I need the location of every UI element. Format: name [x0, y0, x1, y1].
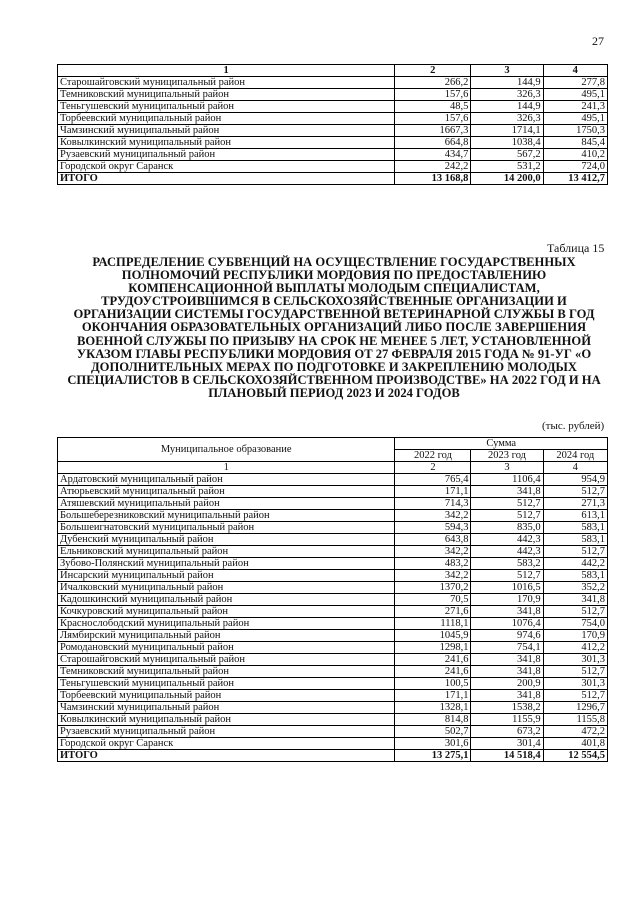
table-15	[57, 437, 608, 762]
value-2024-cell: 845,4	[543, 137, 607, 149]
value-2022-cell: 13 168,8	[395, 173, 471, 185]
municipality-cell: Большеберезниковский муниципальный район	[58, 510, 395, 522]
municipality-cell: Городской округ Саранск	[58, 738, 395, 750]
value-2022-cell: 242,2	[395, 161, 471, 173]
value-2024-cell: 170,9	[543, 630, 607, 642]
value-2022-cell: 266,2	[395, 77, 471, 89]
header-year-2024: 2024 год	[543, 450, 607, 462]
value-2022-cell: 594,3	[395, 522, 471, 534]
value-2023-cell: 512,7	[471, 570, 543, 582]
table-row	[58, 474, 608, 486]
value-2022-cell: 271,6	[395, 606, 471, 618]
table-label: Таблица 15	[547, 241, 605, 255]
value-2024-cell: 512,7	[543, 666, 607, 678]
value-2024-cell: 341,8	[543, 594, 607, 606]
value-2022-cell: 434,7	[395, 149, 471, 161]
column-number-cell: 4	[543, 462, 607, 474]
value-2022-cell: 241,6	[395, 654, 471, 666]
header-sum: Сумма	[395, 438, 608, 450]
municipality-cell: Рузаевский муниципальный район	[58, 726, 395, 738]
value-2022-cell: 1667,3	[395, 125, 471, 137]
value-2023-cell: 341,8	[471, 654, 543, 666]
value-2022-cell: 1118,1	[395, 618, 471, 630]
table-row	[58, 690, 608, 702]
value-2023-cell: 442,3	[471, 534, 543, 546]
value-2024-cell: 301,3	[543, 654, 607, 666]
value-2022-cell: 765,4	[395, 474, 471, 486]
value-2024-cell: 954,9	[543, 474, 607, 486]
municipality-cell: Ковылкинский муниципальный район	[58, 137, 395, 149]
value-2023-cell: 531,2	[471, 161, 543, 173]
table-row	[58, 161, 608, 173]
value-2023-cell: 1076,4	[471, 618, 543, 630]
table-row	[58, 630, 608, 642]
value-2024-cell: 352,2	[543, 582, 607, 594]
column-number-cell: 1	[58, 65, 395, 77]
value-2023-cell: 301,4	[471, 738, 543, 750]
municipality-cell: Чамзинский муниципальный район	[58, 702, 395, 714]
value-2023-cell: 1538,2	[471, 702, 543, 714]
table-row	[58, 582, 608, 594]
table-row	[58, 642, 608, 654]
municipality-cell: Ковылкинский муниципальный район	[58, 714, 395, 726]
municipality-cell: Ельниковский муниципальный район	[58, 546, 395, 558]
column-number-cell: 2	[395, 462, 471, 474]
municipality-cell: ИТОГО	[58, 750, 395, 762]
municipality-cell: ИТОГО	[58, 173, 395, 185]
municipality-cell: Старошайговский муниципальный район	[58, 654, 395, 666]
table-row	[58, 594, 608, 606]
value-2023-cell: 144,9	[471, 101, 543, 113]
column-number-cell: 4	[543, 65, 607, 77]
value-2024-cell: 1750,3	[543, 125, 607, 137]
value-2022-cell: 1298,1	[395, 642, 471, 654]
column-numbering-row	[58, 65, 608, 77]
municipality-cell: Теньгушевский муниципальный район	[58, 101, 395, 113]
table-row	[58, 738, 608, 750]
table-row	[58, 510, 608, 522]
value-2024-cell: 301,3	[543, 678, 607, 690]
value-2023-cell: 170,9	[471, 594, 543, 606]
municipality-cell: Краснослободский муниципальный район	[58, 618, 395, 630]
value-2024-cell: 724,0	[543, 161, 607, 173]
header-year-2023: 2023 год	[471, 450, 543, 462]
table-row	[58, 77, 608, 89]
value-2022-cell: 483,2	[395, 558, 471, 570]
value-2024-cell: 410,2	[543, 149, 607, 161]
value-2023-cell: 974,6	[471, 630, 543, 642]
table-row	[58, 522, 608, 534]
value-2022-cell: 342,2	[395, 510, 471, 522]
value-2023-cell: 1016,5	[471, 582, 543, 594]
value-2023-cell: 1155,9	[471, 714, 543, 726]
municipality-cell: Зубово-Полянский муниципальный район	[58, 558, 395, 570]
municipality-cell: Темниковский муниципальный район	[58, 666, 395, 678]
value-2023-cell: 341,8	[471, 666, 543, 678]
municipality-cell: Кадошкинский муниципальный район	[58, 594, 395, 606]
value-2023-cell: 1714,1	[471, 125, 543, 137]
municipality-cell: Старошайговский муниципальный район	[58, 77, 395, 89]
municipality-cell: Теньгушевский муниципальный район	[58, 678, 395, 690]
table-continued	[57, 64, 608, 185]
column-number-cell: 3	[471, 65, 543, 77]
value-2023-cell: 200,9	[471, 678, 543, 690]
header-municipality: Муниципальное образование	[58, 438, 395, 462]
municipality-cell: Ардатовский муниципальный район	[58, 474, 395, 486]
value-2024-cell: 472,2	[543, 726, 607, 738]
table-row	[58, 666, 608, 678]
table-row	[58, 125, 608, 137]
municipality-cell: Инсарский муниципальный район	[58, 570, 395, 582]
value-2024-cell: 512,7	[543, 546, 607, 558]
municipality-cell: Рузаевский муниципальный район	[58, 149, 395, 161]
value-2023-cell: 835,0	[471, 522, 543, 534]
value-2022-cell: 171,1	[395, 486, 471, 498]
value-2022-cell: 241,6	[395, 666, 471, 678]
value-2023-cell: 14 518,4	[471, 750, 543, 762]
value-2022-cell: 664,8	[395, 137, 471, 149]
value-2024-cell: 495,1	[543, 89, 607, 101]
value-2022-cell: 1328,1	[395, 702, 471, 714]
value-2023-cell: 567,2	[471, 149, 543, 161]
table-row	[58, 89, 608, 101]
value-2022-cell: 100,5	[395, 678, 471, 690]
table-row	[58, 726, 608, 738]
table-row	[58, 714, 608, 726]
municipality-cell: Торбеевский муниципальный район	[58, 113, 395, 125]
table-row	[58, 558, 608, 570]
value-2023-cell: 754,1	[471, 642, 543, 654]
column-number-cell: 1	[58, 462, 395, 474]
value-2023-cell: 341,8	[471, 690, 543, 702]
value-2023-cell: 512,7	[471, 498, 543, 510]
value-2023-cell: 326,3	[471, 113, 543, 125]
value-2023-cell: 341,8	[471, 486, 543, 498]
value-2024-cell: 512,7	[543, 486, 607, 498]
table-row	[58, 654, 608, 666]
value-2024-cell: 277,8	[543, 77, 607, 89]
value-2022-cell: 814,8	[395, 714, 471, 726]
value-2022-cell: 171,1	[395, 690, 471, 702]
table-row	[58, 113, 608, 125]
municipality-cell: Темниковский муниципальный район	[58, 89, 395, 101]
value-2024-cell: 583,1	[543, 522, 607, 534]
municipality-cell: Атюрьевский муниципальный район	[58, 486, 395, 498]
value-2022-cell: 70,5	[395, 594, 471, 606]
document-title: РАСПРЕДЕЛЕНИЕ СУБВЕНЦИЙ НА ОСУЩЕСТВЛЕНИЕ ГОСУДАРСТВЕННЫХ ПОЛНОМОЧИЙ РЕСПУБЛИКИ МОРДОВИЯ ПО ПРЕДОСТАВЛЕНИЮ КОМПЕНСАЦИОННОЙ ВЫПЛАТЫ МОЛОДЫМ СПЕЦИАЛИСТАМ, ТРУДОУСТРОИВШИМСЯ В СЕЛЬСКОХОЗЯЙСТВЕННЫЕ ОРГАНИЗАЦИИ И ОРГАНИЗАЦИИ СИСТЕМЫ ГОСУДАРСТВЕННОЙ ВЕТЕРИНАРНОЙ СЛУЖБЫ В ГОД ОКОНЧАНИЯ ОБРАЗОВАТЕЛЬНЫХ ОРГАНИЗАЦИЙ ЛИБО ПОСЛЕ ЗАВЕРШЕНИЯ ВОЕННОЙ СЛУЖБЫ ПО ПРИЗЫВУ НА СРОК НЕ МЕНЕЕ 5 ЛЕТ, УСТАНОВЛЕННОЙ УКАЗОМ ГЛАВЫ РЕСПУБЛИКИ МОРДОВИЯ ОТ 27 ФЕВРАЛЯ 2015 ГОДА № 91-УГ «О ДОПОЛНИТЕЛЬНЫХ МЕРАХ ПО ПОДГОТОВКЕ И ЗАКРЕПЛЕНИЮ МОЛОДЫХ СПЕЦИАЛИСТОВ В СЕЛЬСКОХОЗЯЙСТВЕННОМ ПРОИЗВОДСТВЕ» НА 2022 ГОД И НА ПЛАНОВЫЙ ПЕРИОД 2023 И 2024 ГОДОВ	[67, 255, 601, 400]
value-2024-cell: 512,7	[543, 690, 607, 702]
table-row	[58, 137, 608, 149]
municipality-cell: Торбеевский муниципальный район	[58, 690, 395, 702]
value-2024-cell: 583,1	[543, 570, 607, 582]
value-2022-cell: 643,8	[395, 534, 471, 546]
value-2022-cell: 714,3	[395, 498, 471, 510]
value-2024-cell: 613,1	[543, 510, 607, 522]
column-number-cell: 3	[471, 462, 543, 474]
value-2024-cell: 495,1	[543, 113, 607, 125]
municipality-cell: Ромодановский муниципальный район	[58, 642, 395, 654]
value-2024-cell: 1155,8	[543, 714, 607, 726]
value-2024-cell: 13 412,7	[543, 173, 607, 185]
value-2023-cell: 341,8	[471, 606, 543, 618]
value-2023-cell: 1038,4	[471, 137, 543, 149]
value-2022-cell: 502,7	[395, 726, 471, 738]
table-row	[58, 606, 608, 618]
table-row	[58, 546, 608, 558]
value-2022-cell: 157,6	[395, 113, 471, 125]
value-2023-cell: 673,2	[471, 726, 543, 738]
value-2024-cell: 583,1	[543, 534, 607, 546]
value-2023-cell: 583,2	[471, 558, 543, 570]
table-row	[58, 486, 608, 498]
units-label: (тыс. рублей)	[542, 420, 605, 432]
value-2022-cell: 48,5	[395, 101, 471, 113]
value-2024-cell: 512,7	[543, 606, 607, 618]
value-2024-cell: 241,3	[543, 101, 607, 113]
table-row	[58, 498, 608, 510]
municipality-cell: Чамзинский муниципальный район	[58, 125, 395, 137]
value-2024-cell: 271,3	[543, 498, 607, 510]
table-row	[58, 702, 608, 714]
column-number-cell: 2	[395, 65, 471, 77]
value-2022-cell: 1045,9	[395, 630, 471, 642]
value-2023-cell: 1106,4	[471, 474, 543, 486]
value-2024-cell: 754,0	[543, 618, 607, 630]
value-2022-cell: 342,2	[395, 546, 471, 558]
table-row	[58, 618, 608, 630]
value-2024-cell: 1296,7	[543, 702, 607, 714]
header-year-2022: 2022 год	[395, 450, 471, 462]
value-2024-cell: 442,2	[543, 558, 607, 570]
page-number: 27	[592, 34, 604, 48]
value-2023-cell: 326,3	[471, 89, 543, 101]
municipality-cell: Лямбирский муниципальный район	[58, 630, 395, 642]
value-2023-cell: 14 200,0	[471, 173, 543, 185]
municipality-cell: Атяшевский муниципальный район	[58, 498, 395, 510]
total-row	[58, 173, 608, 185]
table-row	[58, 149, 608, 161]
value-2022-cell: 1370,2	[395, 582, 471, 594]
total-row	[58, 750, 608, 762]
value-2022-cell: 342,2	[395, 570, 471, 582]
table-row	[58, 534, 608, 546]
municipality-cell: Ичалковский муниципальный район	[58, 582, 395, 594]
value-2024-cell: 12 554,5	[543, 750, 607, 762]
value-2024-cell: 401,8	[543, 738, 607, 750]
municipality-cell: Городской округ Саранск	[58, 161, 395, 173]
municipality-cell: Кочкуровский муниципальный район	[58, 606, 395, 618]
table-row	[58, 570, 608, 582]
table-row	[58, 101, 608, 113]
value-2022-cell: 157,6	[395, 89, 471, 101]
value-2023-cell: 144,9	[471, 77, 543, 89]
column-numbering-row	[58, 462, 608, 474]
municipality-cell: Большеигнатовский муниципальный район	[58, 522, 395, 534]
value-2023-cell: 512,7	[471, 510, 543, 522]
value-2022-cell: 301,6	[395, 738, 471, 750]
municipality-cell: Дубенский муниципальный район	[58, 534, 395, 546]
table-row	[58, 678, 608, 690]
value-2022-cell: 13 275,1	[395, 750, 471, 762]
value-2023-cell: 442,3	[471, 546, 543, 558]
value-2024-cell: 412,2	[543, 642, 607, 654]
